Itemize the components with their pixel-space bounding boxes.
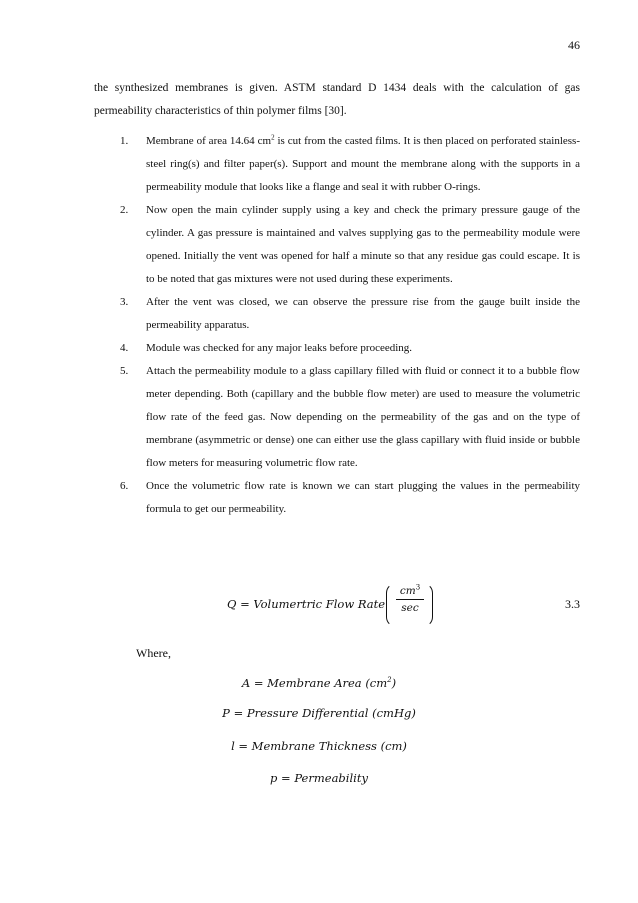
definition-pressure: P = Pressure Differential (cmHg): [222, 706, 416, 720]
definition-thickness: l = Membrane Thickness (cm): [231, 739, 407, 753]
fraction-denominator: sec: [401, 602, 419, 614]
step-number: 5.: [120, 365, 129, 377]
step-text: Now open the main cylinder supply using a key and check the primary pressure gauge of the cylinder. A gas pressure is maintained and valves supplying gas to the permeability module were opened. Initially the vent was opened for half a minute so that any residue gas could escape. It is to be noted that gas mixtures were not used during these experiments.: [146, 204, 580, 285]
definition-area: A = Membrane Area $(cm^2)$: [241, 676, 397, 690]
step-text: Membrane of area 14.64 $cm^2$ is cut from the casted films. It is then placed on perforated stainless-steel ring(s) and filter paper(s). Support and mount the membrane along with the supports in a permeability module that looks like a flange and seal it with rubber O-rings.: [146, 133, 580, 193]
step-text: Attach the permeability module to a glass capillary filled with fluid or connect it to a bubble flow meter depending. Both (capillary and the bubble flow meter) are used to measure the volumetric flow rate of the feed gas. Now depending on the permeability of the gas and on the type of membrane (asymmetric or dense) one can either use the glass capillary with fluid inside or bubble flow meters for measuring volumetric flow rate.: [146, 365, 580, 469]
step-number: 6.: [120, 480, 129, 492]
list-item: [120, 360, 580, 475]
equation-lhs: Q = Volumertric Flow Rate: [227, 597, 386, 611]
list-item: [120, 130, 580, 199]
where-label: Where,: [136, 646, 171, 660]
equation-3-3: [0, 583, 638, 629]
step-number: 4.: [120, 342, 129, 354]
fraction-numerator: $cm^3$: [396, 585, 424, 600]
list-item: [120, 199, 580, 291]
step-text: Module was checked for any major leaks before proceeding.: [146, 342, 413, 354]
right-parenthesis: [422, 583, 433, 627]
list-item: [120, 291, 580, 337]
unit-fraction: [396, 585, 424, 614]
definition-permeability: p = Permeability: [270, 771, 368, 785]
step-text: After the vent was closed, we can observe the pressure rise from the gauge built inside the permeability apparatus.: [146, 296, 580, 331]
equation-number: 3.3: [565, 597, 580, 611]
intro-paragraph: the synthesized membranes is given. ASTM standard D 1434 deals with the calculation of gas permeability characteristics of thin polymer films [30].: [94, 82, 580, 117]
procedure-steps-list: [120, 130, 580, 521]
page-number: 46: [568, 38, 580, 52]
step-number: 1.: [120, 135, 129, 147]
step-number: 2.: [120, 204, 129, 216]
step-number: 3.: [120, 296, 129, 308]
step-text: Once the volumetric flow rate is known we can start plugging the values in the permeability formula to get our permeability.: [146, 480, 580, 515]
list-item: [120, 475, 580, 521]
list-item: [120, 337, 580, 360]
